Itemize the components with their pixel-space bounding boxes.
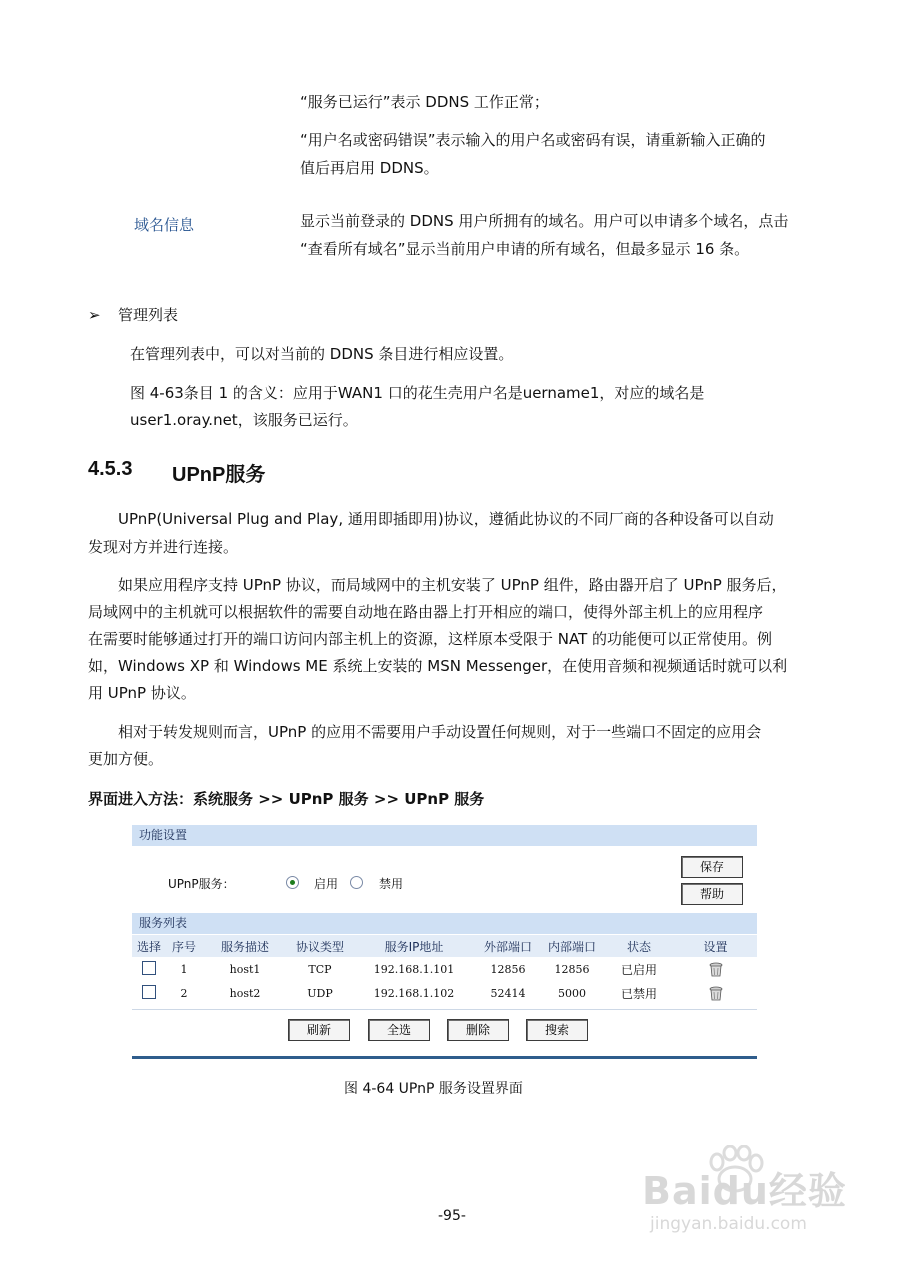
watermark-url: jingyan.baidu.com xyxy=(650,1214,807,1234)
manage-list-title: 管理列表 xyxy=(118,306,179,324)
table-header-row xyxy=(132,935,757,957)
bullet-icon: ➢ xyxy=(88,306,101,324)
row-checkbox[interactable] xyxy=(142,961,156,975)
nav-path: 界面进入方法：系统服务 >> UPnP 服务 >> UPnP 服务 xyxy=(88,790,485,808)
row-ip: 192.168.1.101 xyxy=(373,962,455,976)
col-settings: 设置 xyxy=(674,935,757,957)
table-row xyxy=(132,981,757,1005)
status-error-line-1: “用户名或密码错误”表示输入的用户名或密码有误，请重新输入正确的 xyxy=(300,131,766,149)
row-external-port: 52414 xyxy=(490,986,526,1000)
row-checkbox[interactable] xyxy=(142,985,156,999)
upnp-enable-radio[interactable] xyxy=(286,876,299,889)
upnp-enable-label: 启用 xyxy=(314,877,339,891)
domain-info-label: 域名信息 xyxy=(134,216,195,234)
upnp-settings-panel xyxy=(132,825,757,1060)
page-number: -95- xyxy=(438,1208,466,1224)
help-button[interactable]: 帮助 xyxy=(681,883,743,905)
service-table xyxy=(132,935,757,1005)
col-status: 状态 xyxy=(604,935,674,957)
para-a-line-1: UPnP(Universal Plug and Play, 通用即插即用)协议，遵循此协议的不同厂商的各种设备可以自动 xyxy=(118,510,774,528)
para-b-line-1: 如果应用程序支持 UPnP 协议，而局域网中的主机安装了 UPnP 组件，路由器开启了 UPnP 服务后， xyxy=(118,576,787,594)
upnp-disable-label: 禁用 xyxy=(379,877,404,891)
search-button[interactable]: 搜索 xyxy=(526,1019,588,1041)
row-protocol: UDP xyxy=(307,986,333,1000)
para-c-line-1: 相对于转发规则而言，UPnP 的应用不需要用户手动设置任何规则，对于一些端口不固定的应用会 xyxy=(118,723,762,741)
row-index: 2 xyxy=(180,986,188,1000)
para-a-line-2: 发现对方并进行连接。 xyxy=(88,538,239,556)
refresh-button[interactable]: 刷新 xyxy=(288,1019,350,1041)
row-internal-port: 12856 xyxy=(554,962,590,976)
manage-list-p2-1: 图 4-63条目 1 的含义：应用于WAN1 口的花生壳用户名是uername1，对应的域名是 xyxy=(130,384,705,402)
col-external-port: 外部端口 xyxy=(476,935,540,957)
col-index: 序号 xyxy=(166,935,202,957)
manage-list-p2-2: user1.oray.net，该服务已运行。 xyxy=(130,411,358,429)
row-ip: 192.168.1.102 xyxy=(373,986,455,1000)
upnp-disable-radio[interactable] xyxy=(350,876,363,889)
table-row xyxy=(132,957,757,981)
col-select: 选择 xyxy=(132,935,166,957)
row-index: 1 xyxy=(180,962,188,976)
row-external-port: 12856 xyxy=(490,962,526,976)
figure-caption: 图 4-64 UPnP 服务设置界面 xyxy=(344,1081,523,1097)
panel-bottom-border xyxy=(132,1056,757,1059)
section-number: 4.5.3 xyxy=(88,458,133,480)
domain-info-desc-1: 显示当前登录的 DDNS 用户所拥有的域名。用户可以申请多个域名，点击 xyxy=(300,212,789,230)
delete-trash-icon[interactable] xyxy=(709,986,723,1001)
row-protocol: TCP xyxy=(308,962,332,976)
status-running-line: “服务已运行”表示 DDNS 工作正常； xyxy=(300,93,549,111)
col-internal-port: 内部端口 xyxy=(540,935,604,957)
save-button[interactable]: 保存 xyxy=(681,856,743,878)
section-title: UPnP服务 xyxy=(172,464,266,486)
row-status: 已启用 xyxy=(620,962,657,977)
row-internal-port: 5000 xyxy=(558,986,586,1000)
para-b-line-2: 局域网中的主机就可以根据软件的需要自动地在路由器上打开相应的端口，使得外部主机上的应用程序 xyxy=(88,603,764,621)
upnp-service-label: UPnP服务： xyxy=(168,877,235,891)
col-ip: 服务IP地址 xyxy=(352,935,476,957)
col-protocol: 协议类型 xyxy=(288,935,352,957)
watermark-brand: Baidu经验 xyxy=(642,1169,847,1213)
status-error-line-2: 值后再启用 DDNS。 xyxy=(300,159,439,177)
row-status: 已禁用 xyxy=(620,986,657,1001)
para-b-line-3: 在需要时能够通过打开的端口访问内部主机上的资源，这样原本受限于 NAT 的功能便可以正常使用。例 xyxy=(88,630,773,648)
para-c-line-2: 更加方便。 xyxy=(88,750,164,768)
para-b-line-5: 用 UPnP 协议。 xyxy=(88,684,196,702)
domain-info-desc-2: “查看所有域名”显示当前用户申请的所有域名，但最多显示 16 条。 xyxy=(300,240,750,258)
col-description: 服务描述 xyxy=(202,935,288,957)
delete-trash-icon[interactable] xyxy=(709,962,723,977)
manage-list-p1: 在管理列表中，可以对当前的 DDNS 条目进行相应设置。 xyxy=(130,345,514,363)
row-description: host2 xyxy=(229,986,261,1000)
function-settings-bar: 功能设置 xyxy=(132,825,757,846)
select-all-button[interactable]: 全选 xyxy=(368,1019,430,1041)
delete-button[interactable]: 删除 xyxy=(447,1019,509,1041)
row-description: host1 xyxy=(229,962,261,976)
para-b-line-4: 如，Windows XP 和 Windows ME 系统上安装的 MSN Messenger，在使用音频和视频通话时就可以利 xyxy=(88,657,788,675)
service-list-bar: 服务列表 xyxy=(132,913,757,934)
